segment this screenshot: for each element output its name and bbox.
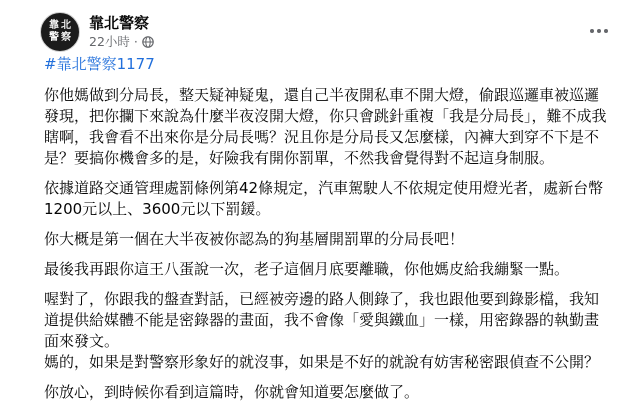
post-paragraph: 依據道路交通管理處罰條例第42條規定，汽車駕駛人不依規定使用燈光者，處新台幣1200元以上、3600元以下罰鍰。 [44, 179, 604, 218]
timestamp-link[interactable]: 22小時 [89, 34, 130, 49]
post-paragraph: 喔對了，你跟我的盤查對話，已經被旁邊的路人側錄了，我也跟他要到錄影檔，我知道提供給媒體不能是密錄器的畫面，我不會像「愛與鐵血」一樣，用密錄器的執勤畫面來發文。 [44, 290, 600, 350]
more-options-icon[interactable] [582, 14, 616, 48]
post-header [40, 12, 154, 52]
avatar-char: 靠 [49, 20, 59, 31]
post-subline [89, 34, 154, 50]
separator-dot: · [133, 34, 138, 49]
post-paragraph: 媽的，如果是對警察形象好的就沒事，如果是不好的就說有妨害秘密跟偵查不公開？ [44, 353, 600, 371]
globe-icon[interactable] [142, 36, 154, 48]
avatar-char: 察 [61, 32, 71, 43]
avatar-logo [48, 20, 72, 44]
post-paragraph: 你大概是第一個在大半夜被你認為的狗基層開罰單的分局長吧！ [44, 230, 465, 248]
avatar-char: 北 [61, 20, 71, 31]
post-paragraph: 最後我再跟你這王八蛋說一次，老子這個月底要離職，你他媽皮給我繃緊一點。 [44, 260, 570, 278]
avatar-char: 警 [49, 32, 59, 43]
avatar[interactable] [40, 12, 80, 52]
page-name-link[interactable]: 靠北警察 [89, 14, 150, 32]
post-paragraph: 你他媽做到分局長，整天疑神疑鬼，還自己半夜開私車不開大燈，偷跟巡邏車被巡邏發現，把你攔下來說為什麼半夜沒開大燈，你只會跳針重複「我是分局長」，難不成我瞎啊，我會看不出來你是分局長嗎？況且你是分局長又怎麼樣，內褲大到穿不下是不是？要搞你機會多的是，好險我有開你罰單，不然我會覺得對不起這身制服。 [44, 86, 607, 167]
hashtag-link[interactable]: #靠北警察1177 [44, 55, 155, 73]
post-paragraph: 你放心，到時候你看到這篇時，你就會知道要怎麼做了。 [44, 383, 420, 401]
post-meta [89, 14, 154, 50]
post-body [44, 54, 610, 412]
